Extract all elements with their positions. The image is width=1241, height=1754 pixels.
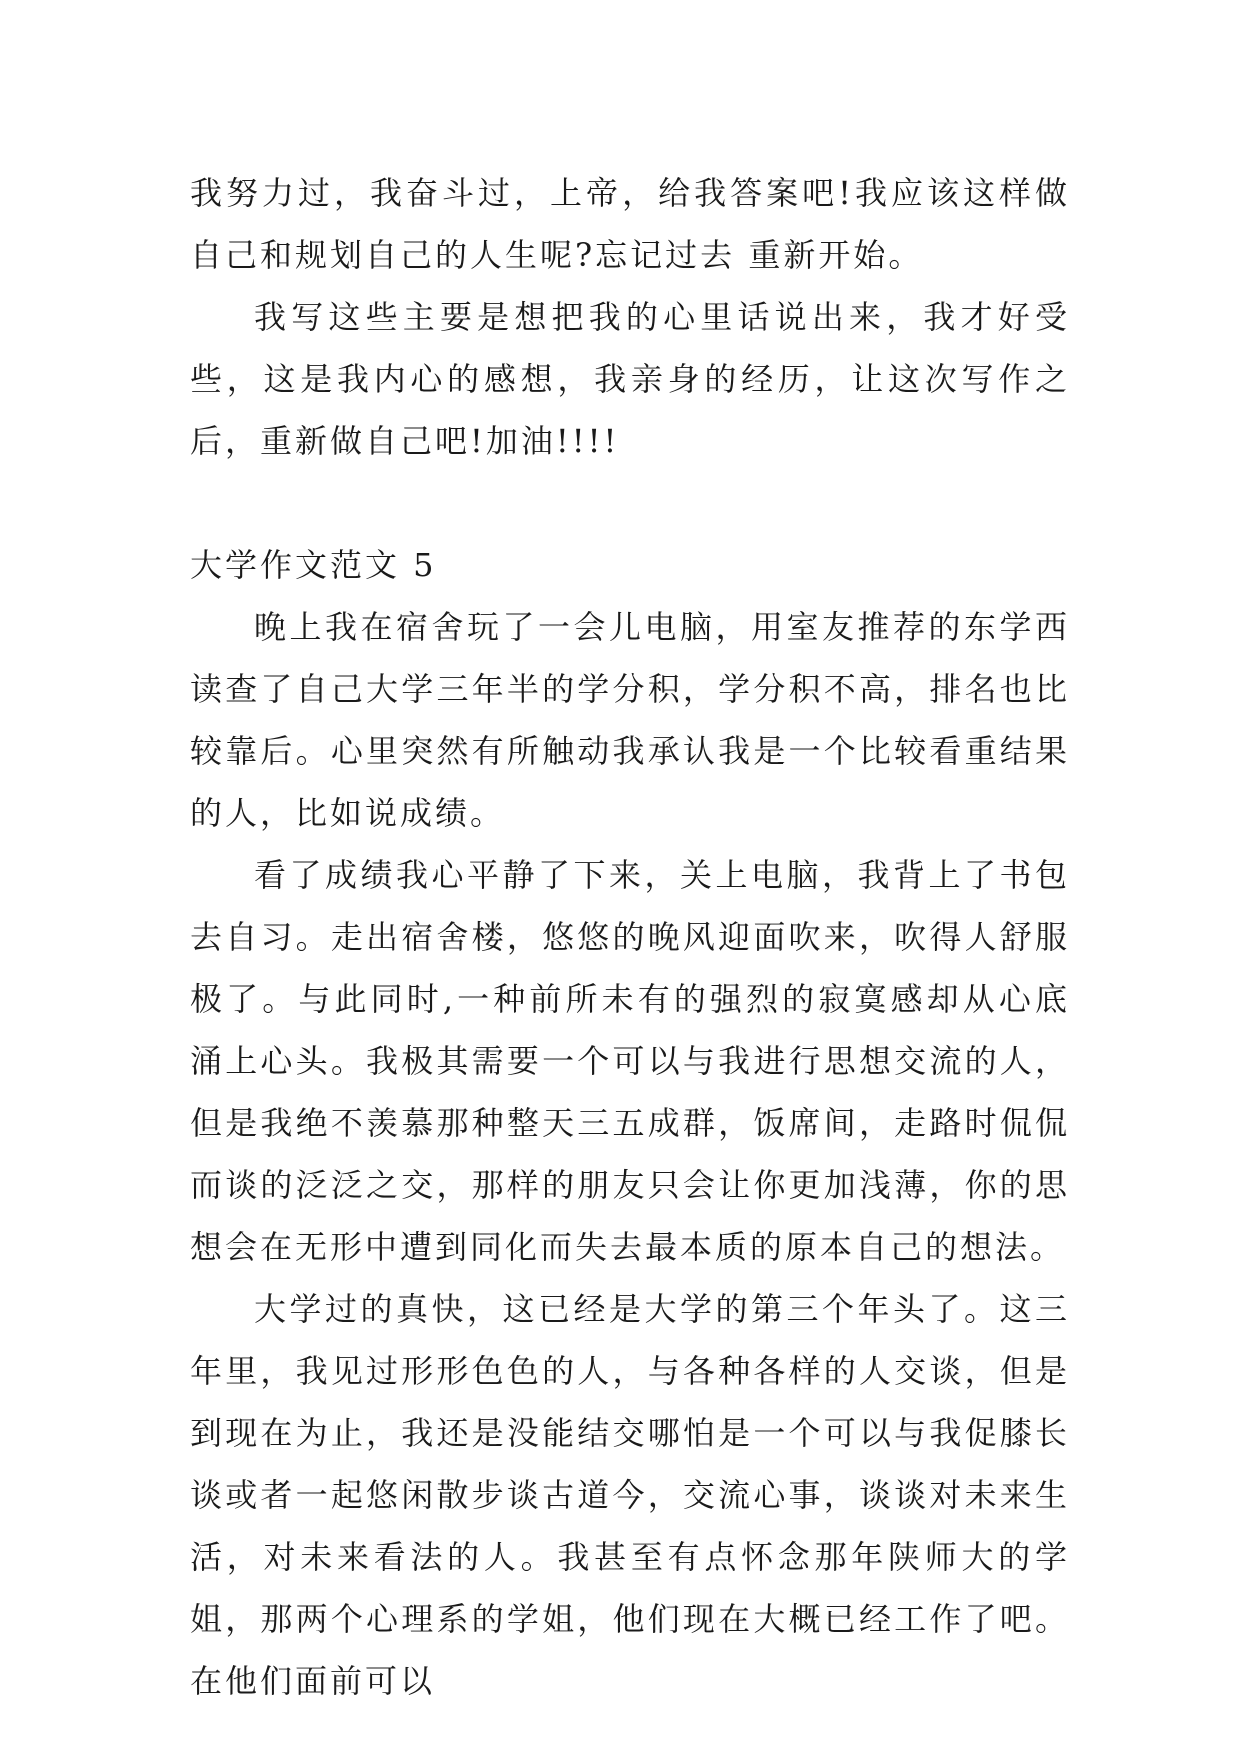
document-body [190,162,1070,1712]
paragraph-continued: 我努力过，我奋斗过，上帝，给我答案吧!我应该这样做自己和规划自己的人生呢?忘记过去 重新开始。 [190,174,1070,274]
paragraph-spacer [190,472,1070,534]
section-title: 大学作文范文 5 [190,546,437,584]
paragraph: 我写这些主要是想把我的心里话说出来，我才好受些，这是我内心的感想，我亲身的经历，让这次写作之后，重新做自己吧!加油!!!! [190,298,1070,460]
paragraph: 大学过的真快，这已经是大学的第三个年头了。这三年里，我见过形形色色的人，与各种各样的人交谈，但是到现在为止，我还是没能结交哪怕是一个可以与我促膝长谈或者一起悠闲散步谈古道今，交流心事，谈谈对未来生活，对未来看法的人。我甚至有点怀念那年陕师大的学姐，那两个心理系的学姐，他们现在大概已经工作了吧。在他们面前可以 [190,1290,1070,1700]
paragraph: 晚上我在宿舍玩了一会儿电脑，用室友推荐的东学西读查了自己大学三年半的学分积，学分积不高，排名也比较靠后。心里突然有所触动我承认我是一个比较看重结果的人，比如说成绩。 [190,608,1070,832]
paragraph: 看了成绩我心平静了下来，关上电脑，我背上了书包去自习。走出宿舍楼，悠悠的晚风迎面吹来，吹得人舒服极了。与此同时,一种前所未有的强烈的寂寞感却从心底涌上心头。我极其需要一个可以与我进行思想交流的人，但是我绝不羡慕那种整天三五成群，饭席间，走路时侃侃而谈的泛泛之交，那样的朋友只会让你更加浅薄，你的思想会在无形中遭到同化而失去最本质的原本自己的想法。 [190,856,1070,1266]
